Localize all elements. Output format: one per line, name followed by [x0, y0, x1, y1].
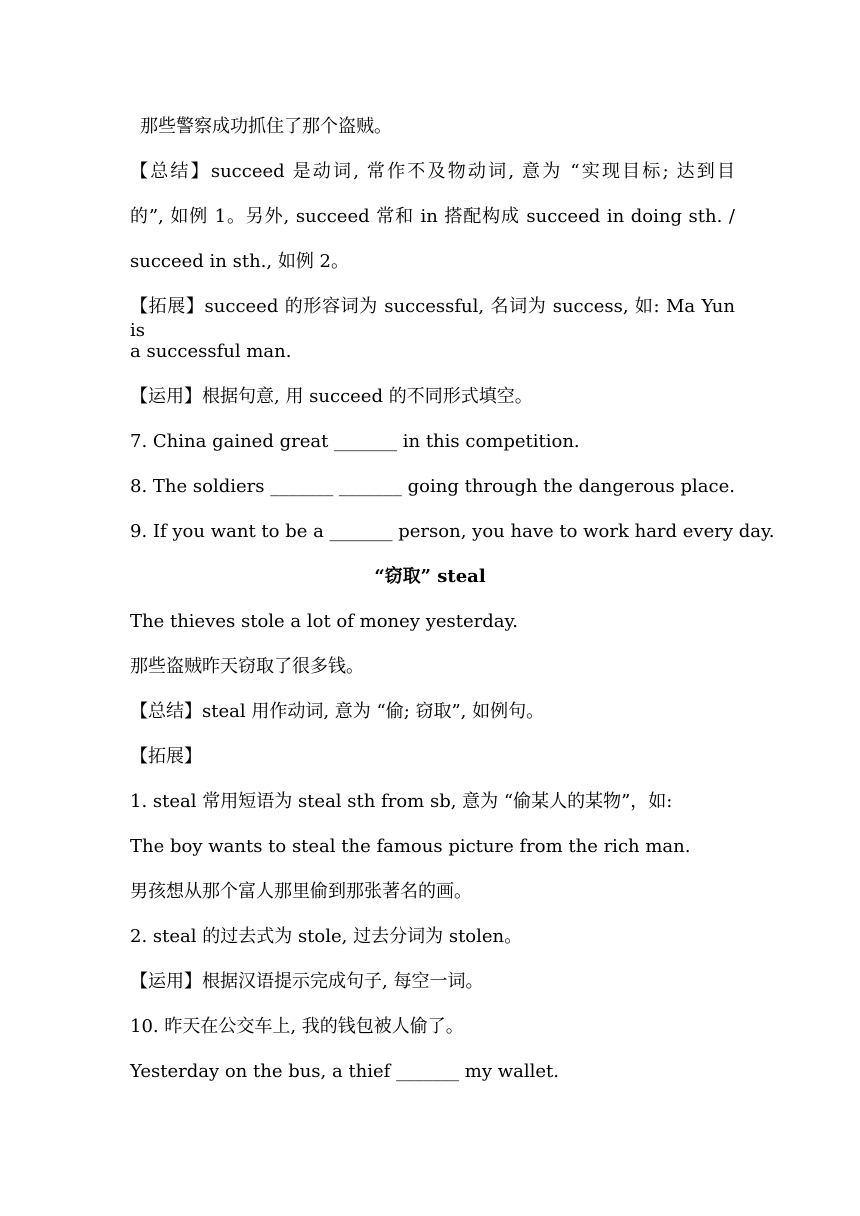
example-steal-english: The thieves stole a lot of money yesterday.: [130, 611, 518, 632]
summary-steal: 【总结】steal 用作动词, 意为 “偷; 窃取”, 如例句。: [130, 701, 545, 722]
summary-succeed-line-2: 的”, 如例 1。另外, succeed 常和 in 搭配构成 succeed in doing sth. /: [130, 206, 735, 227]
extension-steal-point-1: 1. steal 常用短语为 steal sth from sb, 意为 “偷某人的某物”，如:: [130, 791, 673, 812]
exercise-item-9: 9. If you want to be a _______ person, you have to work hard every day.: [130, 521, 775, 542]
extension-succeed-line-1: 【拓展】succeed 的形容词为 successful, 名词为 success, 如: Ma Yun is: [130, 296, 735, 341]
exercise-steal-instruction: 【运用】根据汉语提示完成句子, 每空一词。: [130, 971, 484, 992]
exercise-succeed-instruction: 【运用】根据句意, 用 succeed 的不同形式填空。: [130, 386, 533, 407]
exercise-item-8: 8. The soldiers _______ _______ going through the dangerous place.: [130, 476, 735, 497]
summary-succeed-line-3: succeed in sth., 如例 2。: [130, 251, 350, 272]
example-translation-police: 那些警察成功抓住了那个盗贼。: [140, 116, 392, 137]
extension-steal-example-translation: 男孩想从那个富人那里偷到那张著名的画。: [130, 881, 472, 902]
extension-steal-heading: 【拓展】: [130, 746, 202, 767]
example-steal-translation: 那些盗贼昨天窃取了很多钱。: [130, 656, 364, 677]
exercise-item-10-english: Yesterday on the bus, a thief _______ my wallet.: [130, 1061, 560, 1082]
exercise-item-7: 7. China gained great _______ in this competition.: [130, 431, 580, 452]
extension-succeed-line-2: a successful man.: [130, 341, 292, 362]
section-heading-steal: “窃取” steal: [374, 566, 486, 587]
extension-steal-point-2: 2. steal 的过去式为 stole, 过去分词为 stolen。: [130, 926, 523, 947]
exercise-item-10-chinese: 10. 昨天在公交车上, 我的钱包被人偷了。: [130, 1016, 464, 1037]
summary-succeed-line-1: 【总结】succeed 是动词, 常作不及物动词, 意为 “实现目标; 达到目: [130, 161, 735, 182]
extension-steal-example-english: The boy wants to steal the famous picture from the rich man.: [130, 836, 691, 857]
